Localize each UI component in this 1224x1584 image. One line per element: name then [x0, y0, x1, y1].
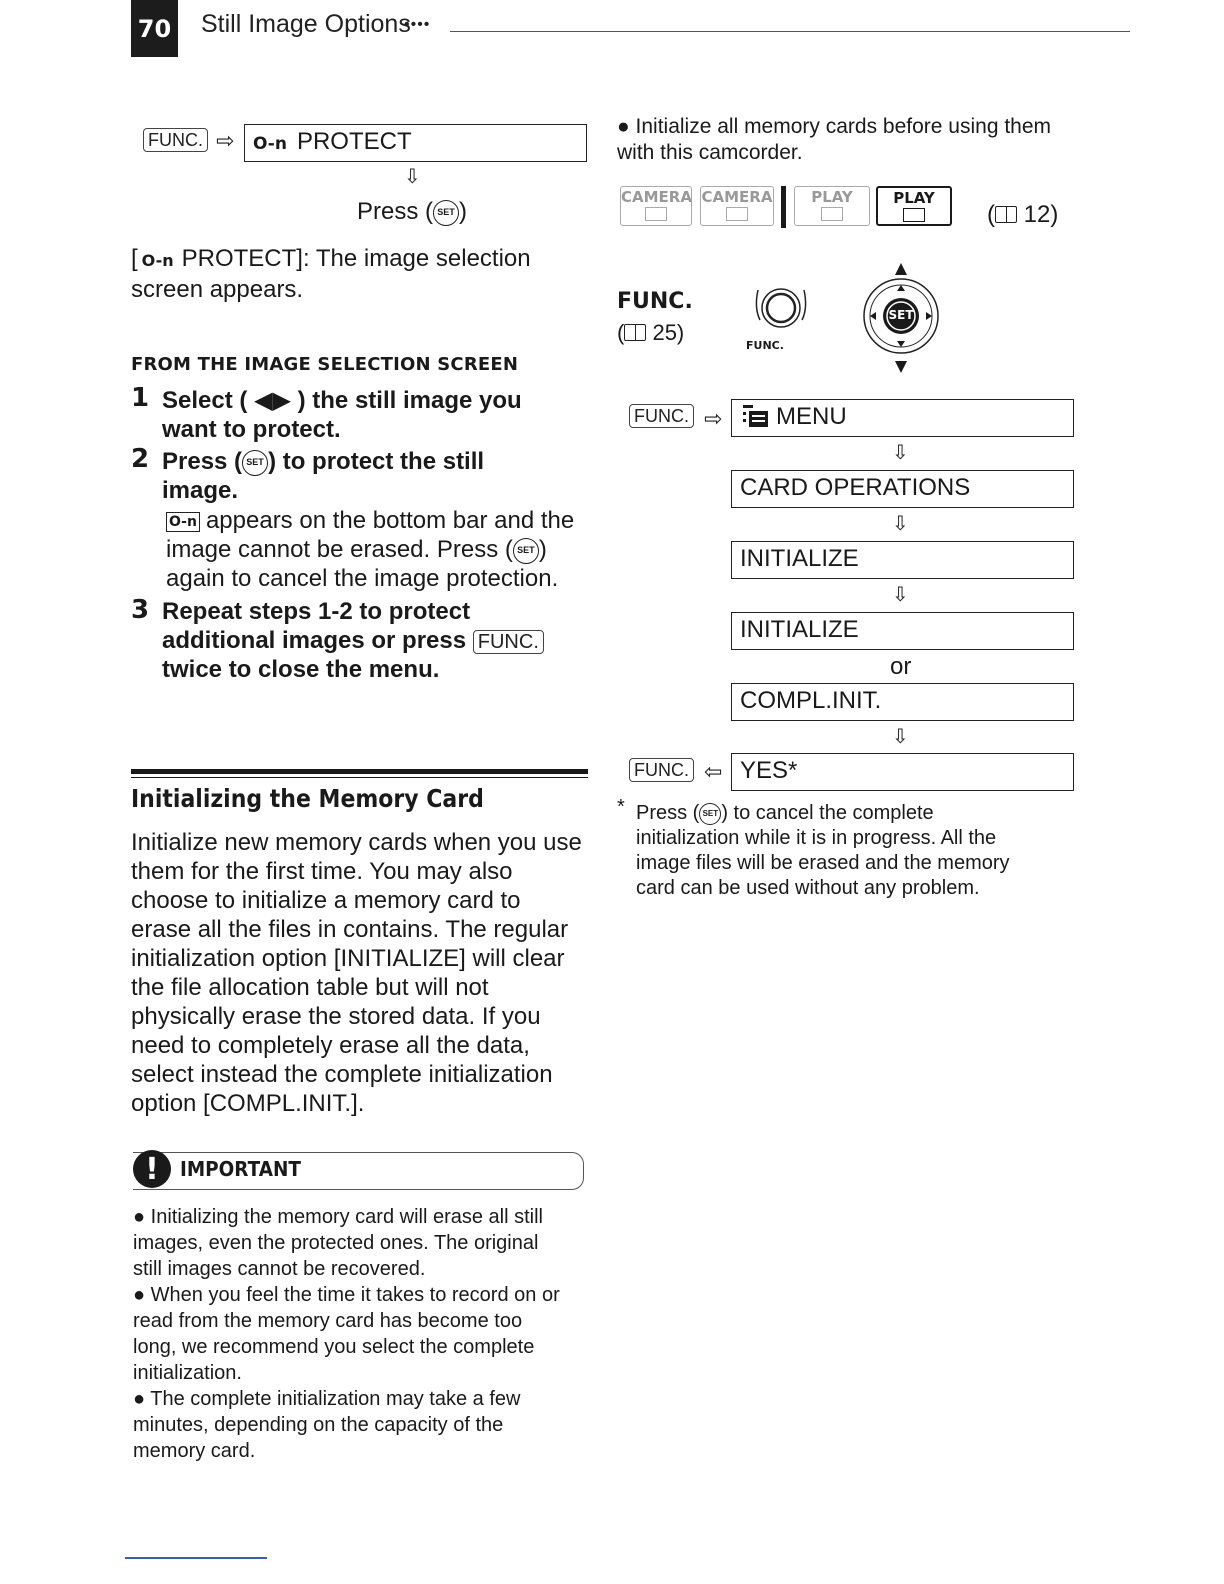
- menu-item-compl-init: COMPL.INIT.: [731, 683, 1074, 721]
- paragraph-line: the file allocation table but will not: [131, 974, 489, 1001]
- ref-page: 12): [1023, 201, 1059, 228]
- section-subheading: FROM THE IMAGE SELECTION SCREEN: [131, 354, 519, 375]
- step-1-line-2: want to protect.: [162, 416, 341, 443]
- section-rule: [131, 769, 588, 774]
- paragraph-line: erase all the files in contains. The regular: [131, 916, 569, 943]
- init-paragraph: [131, 828, 591, 1118]
- step-number: 1: [131, 383, 150, 413]
- footnote-line-3: image files will be erased and the memory: [636, 852, 1010, 874]
- set-button-icon: SET: [699, 803, 721, 825]
- step-2: [162, 447, 484, 505]
- footer-rule: [125, 1557, 267, 1559]
- section-title: Initializing the Memory Card: [131, 784, 484, 813]
- menu-item-label: MENU: [776, 403, 847, 430]
- step-2-line-1-post: ) to protect the still: [268, 448, 485, 475]
- func-key: FUNC.: [629, 404, 694, 428]
- paragraph-line: them for the first time. You may also: [131, 858, 513, 885]
- step-2-line-2: image.: [162, 477, 239, 504]
- step-2-note: [166, 506, 574, 593]
- step-3-line-3: twice to close the menu.: [162, 656, 440, 683]
- mode-play-card: [876, 186, 952, 226]
- protected-icon: O-n: [166, 512, 200, 532]
- description-bracket: [: [131, 245, 138, 272]
- menu-icon: [740, 403, 770, 429]
- mode-camera-tape: [620, 186, 692, 226]
- paragraph-line: need to completely erase all the data,: [131, 1032, 530, 1059]
- important-line: ● When you feel the time it takes to record on or: [133, 1284, 560, 1306]
- set-button-icon: SET: [513, 538, 539, 564]
- protect-label: PROTECT: [296, 128, 412, 155]
- important-line: long, we recommend you select the complete: [133, 1336, 535, 1358]
- or-label: or: [890, 653, 912, 680]
- card-icon: [903, 208, 925, 222]
- right-arrow-icon: ⇨: [704, 406, 723, 431]
- down-arrow-icon: ⇩: [892, 513, 909, 535]
- footnote-star: *: [617, 796, 625, 818]
- func-page-ref: [617, 318, 684, 347]
- step-3: [162, 597, 544, 684]
- func-button-icon: [752, 282, 814, 332]
- paragraph-line: select instead the complete initialization: [131, 1061, 553, 1088]
- down-arrow-icon: ⇩: [892, 584, 909, 606]
- card-icon: [726, 207, 748, 221]
- mode-label: PLAY: [811, 188, 853, 206]
- func-key: FUNC.: [629, 758, 694, 782]
- ref-paren: (: [617, 320, 625, 345]
- press-suffix: ): [459, 198, 468, 225]
- header-dots: ••••: [404, 16, 431, 33]
- menu-item-card-operations: CARD OPERATIONS: [731, 470, 1074, 508]
- protect-description: [131, 244, 531, 304]
- step-1: [162, 386, 522, 444]
- menu-item-initialize: INITIALIZE: [731, 541, 1074, 579]
- press-set-line: [357, 197, 467, 226]
- header-rule: [450, 31, 1130, 32]
- section-rule-thin: [131, 777, 588, 778]
- description-text-2: screen appears.: [131, 276, 304, 303]
- menu-item-yes: YES*: [731, 753, 1074, 791]
- paragraph-line: option [COMPL.INIT.].: [131, 1090, 365, 1117]
- step-number: 3: [131, 595, 150, 625]
- paragraph-line: choose to initialize a memory card to: [131, 887, 521, 914]
- down-arrow-icon: ⇩: [892, 442, 909, 464]
- down-arrow-icon: ⇩: [892, 726, 909, 748]
- step-3-line-1: Repeat steps 1-2 to protect: [162, 598, 471, 625]
- important-line: still images cannot be recovered.: [133, 1258, 426, 1280]
- mode-play-tape: [794, 186, 870, 226]
- joystick-set-label: SET: [888, 308, 914, 322]
- paragraph-line: Initialize new memory cards when you use: [131, 829, 582, 856]
- mode-camera-card: [700, 186, 774, 226]
- book-icon: [624, 324, 646, 341]
- press-prefix: Press (: [357, 198, 434, 225]
- warning-icon: !: [133, 1150, 171, 1188]
- step-number: 2: [131, 444, 150, 474]
- footnote-line-4: card can be used without any problem.: [636, 877, 980, 899]
- important-label: IMPORTANT: [180, 1157, 301, 1181]
- lock-icon: O-n: [141, 251, 174, 270]
- step-2-line-1-pre: Press (: [162, 448, 243, 475]
- paragraph-line: initialization option [INITIALIZE] will clear: [131, 945, 565, 972]
- note-line-3: again to cancel the image protection.: [166, 565, 559, 592]
- tape-icon: [821, 207, 843, 221]
- mode-page-ref: [987, 200, 1058, 229]
- left-arrow-icon: ⇦: [704, 759, 723, 784]
- menu-item-initialize-option: INITIALIZE: [731, 612, 1074, 650]
- ref-page: 25): [652, 320, 685, 345]
- mode-label: CAMERA: [701, 188, 773, 206]
- important-line: initialization.: [133, 1362, 242, 1384]
- page-number: 70: [131, 0, 178, 57]
- note-line-1: appears on the bottom bar and the: [205, 507, 575, 534]
- mode-separator: [781, 186, 786, 228]
- important-line: images, even the protected ones. The original: [133, 1232, 539, 1254]
- description-text: PROTECT]: The image selection: [181, 245, 531, 272]
- footnote: [636, 801, 1076, 901]
- down-arrow-icon: ⇩: [404, 166, 421, 188]
- paragraph-line: physically erase the stored data. If you: [131, 1003, 541, 1030]
- important-line: ● The complete initialization may take a few: [133, 1388, 521, 1410]
- tape-icon: [645, 207, 667, 221]
- important-text: [133, 1204, 593, 1464]
- set-button-icon: SET: [242, 450, 268, 476]
- protect-menu-box: [244, 124, 587, 162]
- init-bullet: [617, 114, 1051, 166]
- mode-label: PLAY: [893, 189, 935, 207]
- func-title: FUNC.: [617, 289, 693, 314]
- mode-label: CAMERA: [621, 188, 692, 206]
- footnote-line-1-pre: Press (: [636, 802, 700, 824]
- header-title: Still Image Options: [201, 10, 411, 38]
- footnote-line-2: initialization while it is in progress. All the: [636, 827, 997, 849]
- func-button-label: FUNC.: [746, 339, 784, 352]
- important-line: read from the memory card has become too: [133, 1310, 523, 1332]
- note-line-2-post: ): [538, 536, 547, 563]
- step-3-line-2-pre: additional images or press: [162, 627, 467, 654]
- right-arrow-icon: ⇨: [216, 128, 235, 153]
- note-line-2-pre: image cannot be erased. Press (: [166, 536, 513, 563]
- ref-paren: (: [987, 201, 995, 228]
- important-line: minutes, depending on the capacity of the: [133, 1414, 504, 1436]
- func-key: FUNC.: [473, 630, 544, 654]
- book-icon: [995, 206, 1017, 223]
- lock-icon: O-n: [253, 134, 287, 154]
- footnote-line-1-post: ) to cancel the complete: [721, 802, 934, 824]
- set-button-icon: SET: [433, 200, 459, 226]
- bullet-line-2: with this camcorder.: [617, 141, 803, 164]
- important-line: ● Initializing the memory card will erase all still: [133, 1206, 543, 1228]
- bullet-line-1: ● Initialize all memory cards before using them: [617, 115, 1052, 138]
- step-1-line-1: Select ( ◀▶ ) the still image you: [162, 387, 522, 414]
- func-key: FUNC.: [143, 128, 208, 152]
- menu-item-menu: [731, 399, 1074, 437]
- important-line: memory card.: [133, 1440, 256, 1462]
